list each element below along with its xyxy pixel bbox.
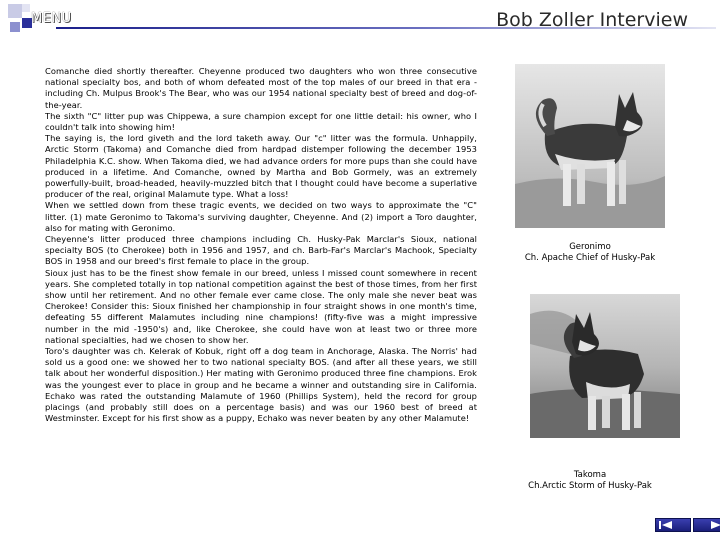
menu-button[interactable]: MENU [31, 11, 72, 26]
caption-title: Ch. Apache Chief of Husky-Pak [524, 253, 656, 263]
caption-name: Geronimo [569, 242, 611, 252]
photo-caption [490, 470, 690, 492]
arrow-left-icon [662, 521, 672, 529]
article-paragraph: When we settled down from these tragic events, we decided on two ways to approximate the "C" litter. (1) mate Geronimo to Takoma's surviving daughter, Cheyenne. And (2) import a Toro daughter, also for mating with Geronimo. [45, 200, 477, 233]
photo-takoma [530, 294, 680, 438]
caption-title: Ch.Arctic Storm of Husky-Pak [528, 481, 652, 491]
page-title: Bob Zoller Interview [496, 9, 688, 31]
article-paragraph: Cheyenne's litter produced three champions including Ch. Husky-Pak Marclar's Sioux, national specialty BOS (to Cherokee) both in 1956 and 1957, and ch. Barb-Far's Marclar's Machook, Specialty BOS in 1958 and our breed's first female to place in the group. [45, 234, 477, 267]
article-paragraph: The sixth "C" litter pup was Chippewa, a sure champion except for one little detail: his owner, who I couldn't talk into showing him! [45, 110, 477, 133]
photo-geronimo [515, 64, 665, 228]
article-body [45, 66, 477, 425]
article-paragraph: Sioux just has to be the finest show female in our breed, unless I missed count somewhere in recent years. She completed totally in top national competition against the best of those times, from her first show until her retirement. And no other female ever came close. The only male she never beat was Cherokee! Consider this: Sioux finished her championship in four straight shows in one month's time, defeating 55 different Malamutes including nine champions! (fifty-five was a might impressive number in the mid -1950's) and, like Cherokee, she could have won at least two or three more national specialties, had we chosen to show her. [45, 267, 477, 345]
article-paragraph: The saying is, the lord giveth and the lord taketh away. Our "c" litter was the formula. Unhappily, Arctic Storm (Takoma) and Comanche died from hardpad distemper following the december 1953 Philadelphia K.C. show. When Takoma died, we had advance orders for more pups than she could have produced in a lifetime. And Comanche, owned by Martha and Bob Gormely, was an extremely powerfully-built, broad-headed, heavily-muzzled bitch that I thought could have become a superlative producer of the real, original Malamute type. What a loss! [45, 133, 477, 200]
next-slide-button[interactable] [693, 518, 720, 532]
caption-name: Takoma [573, 470, 607, 480]
article-paragraph: Comanche died shortly thereafter. Cheyenne produced two daughters who won three consecutive national specialty bos, and both of whom defeated most of the top males of our breed in that era - including Ch. Mulpus Brook's The Bear, who was our 1954 national specialty best of breed and dog-of-the-year. [45, 66, 477, 110]
photo-caption [490, 242, 690, 264]
previous-slide-button[interactable] [655, 518, 691, 532]
article-paragraph: Toro's daughter was ch. Kelerak of Kobuk, right off a dog team in Anchorage, Alaska. The Norris' had sold us a good one: we showed her to two national specialty BOS. (and after all these years, we still talk about her wonderful disposition.) Her mating with Geronimo produced three fine champions. Erok was the youngest ever to place in group and he became a winner and outstanding sire in California. Echako was rated the outstanding Malamute of 1960 (Phillips System), held the record for group placings (and probably still does on a percentage basis) and was our 1960 best of breed at Westminster. Except for his first show as a puppy, Echako was never beaten by any other Malamute! [45, 346, 477, 424]
arrow-right-icon [711, 521, 720, 529]
previous-slide-icon [659, 521, 661, 529]
